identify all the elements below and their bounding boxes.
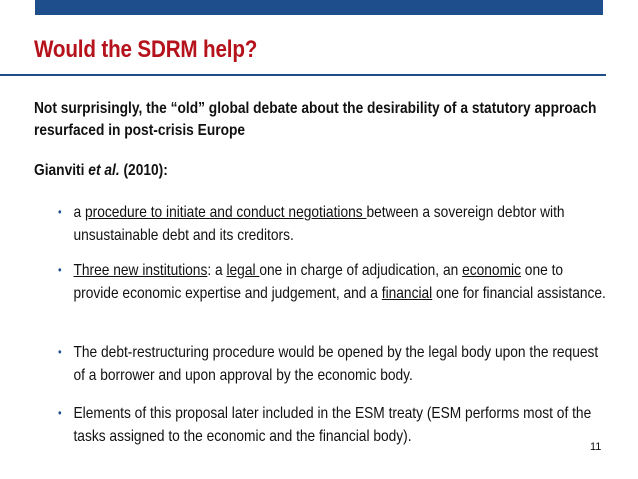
- bullet-text: Elements of this proposal later included in the ESM treaty (ESM performs most of the tasks assigned to the economic and the financial body).: [73, 405, 592, 445]
- slide-title: Would the SDRM help?: [34, 36, 258, 63]
- bullet-item-procedure-opening: [58, 341, 608, 387]
- bullet-text-part: one in charge of adjudication, an: [259, 262, 463, 279]
- citation-year: (2010):: [119, 162, 168, 179]
- bullet-marker: •: [58, 406, 62, 420]
- bullet-text: [73, 201, 608, 247]
- bullet-marker: •: [58, 205, 62, 219]
- bullet-text-part: a: [73, 204, 85, 221]
- bullet-item-esm-treaty: [58, 402, 608, 448]
- page-number: 11: [590, 441, 602, 453]
- intro-statement: Not surprisingly, the “old” global debate about the desirability of a statutory approach resurfaced in post-crisis Europe: [34, 100, 597, 139]
- underlined-phrase: procedure to initiate and conduct negotiations: [84, 204, 367, 221]
- citation-et-al: et al.: [88, 162, 120, 179]
- underlined-phrase: financial: [381, 285, 433, 302]
- bullet-item-procedure: [58, 201, 608, 247]
- citation-author: Gianviti: [34, 162, 89, 179]
- bullet-text: [73, 259, 608, 305]
- bullet-text-part: one for financial assistance.: [432, 285, 606, 302]
- bullet-text-part: : a: [207, 262, 227, 279]
- underlined-phrase: economic: [462, 262, 521, 279]
- underlined-phrase: Three new institutions: [73, 262, 208, 279]
- bullet-text-part: between a sovereign debtor with unsustainable debt and its creditors.: [73, 204, 565, 244]
- bullet-text-part: one to provide economic expertise and judgement, and a: [73, 262, 564, 302]
- bullet-item-institutions: [58, 259, 608, 305]
- underlined-phrase: legal: [226, 262, 260, 279]
- bullet-marker: •: [58, 345, 62, 359]
- bullet-marker: •: [58, 263, 62, 277]
- bullet-text: The debt-restructuring procedure would be opened by the legal body upon the request of a borrower and upon approval by the economic body.: [73, 344, 599, 384]
